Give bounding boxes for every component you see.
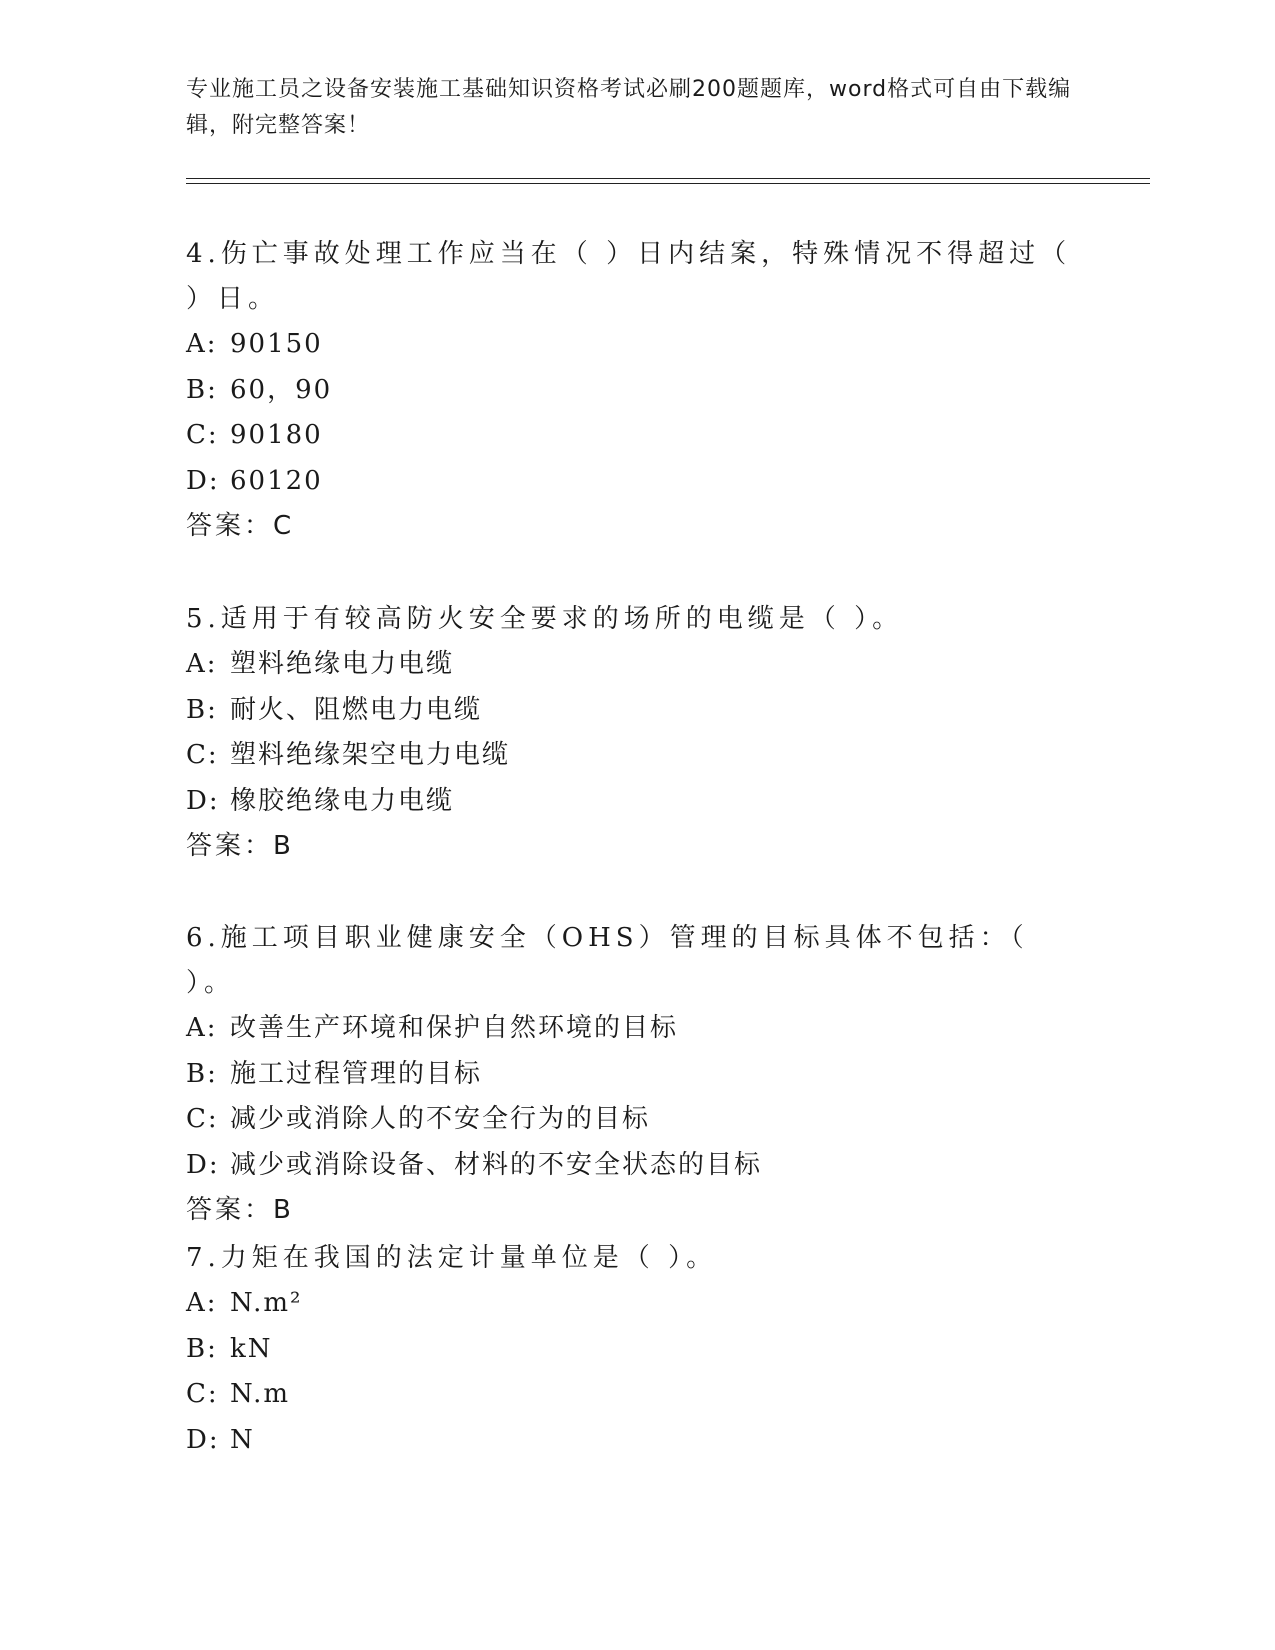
option-key: C: [186, 420, 219, 450]
option-key: D: [186, 1424, 220, 1455]
option-d [186, 1143, 1086, 1189]
option-value: 60120 [230, 465, 323, 496]
option-value: 施工过程管理的目标 [230, 1058, 483, 1089]
option-d [186, 459, 1086, 505]
option-value: kN [230, 1333, 273, 1364]
option-key: D: [186, 785, 220, 816]
option-value: 减少或消除人的不安全行为的目标 [230, 1104, 651, 1134]
option-a [186, 1281, 1086, 1327]
option-key: D: [186, 1149, 220, 1180]
option-value: N.m² [230, 1288, 303, 1318]
document-header [186, 72, 1086, 144]
option-key: A: [186, 649, 218, 679]
option-value: 90180 [230, 420, 323, 450]
option-key: A: [186, 1013, 218, 1043]
option-b [186, 1052, 1086, 1098]
option-b [186, 368, 1086, 414]
option-value: 塑料绝缘电力电缆 [230, 649, 455, 679]
question-4 [186, 232, 1086, 549]
option-value: 橡胶绝缘电力电缆 [230, 785, 455, 816]
option-value: 塑料绝缘架空电力电缆 [230, 740, 511, 770]
question-7 [186, 1236, 1086, 1463]
question-6 [186, 916, 1086, 1233]
answer-text: 答案：B [186, 1195, 294, 1225]
option-a [186, 642, 1086, 688]
option-c [186, 413, 1086, 459]
option-key: C: [186, 740, 219, 770]
header-divider-top [186, 178, 1150, 179]
option-value: 耐火、阻燃电力电缆 [230, 694, 483, 725]
document-title: 专业施工员之设备安装施工基础知识资格考试必刷200题题库，word格式可自由下载编辑，附完整答案！ [186, 77, 1072, 138]
option-key: B: [186, 1058, 218, 1089]
option-b [186, 688, 1086, 734]
option-c [186, 1372, 1086, 1418]
option-d [186, 779, 1086, 825]
answer-text: 答案：B [186, 831, 294, 861]
answer-text: 答案：C [186, 511, 295, 541]
question-text: 6.施工项目职业健康安全（OHS）管理的目标具体不包括：（ ）。 [186, 923, 1029, 998]
question-text: 4.伤亡事故处理工作应当在（ ）日内结案，特殊情况不得超过（ ）日。 [186, 239, 1072, 314]
option-value: N [230, 1424, 255, 1455]
question-text: 5.适用于有较高防火安全要求的场所的电缆是（ ）。 [186, 604, 904, 634]
option-key: B: [186, 694, 218, 725]
option-key: B: [186, 1333, 218, 1364]
header-divider-bottom [186, 183, 1150, 184]
option-value: 90150 [230, 329, 323, 359]
option-c [186, 1097, 1086, 1143]
question-text: 7.力矩在我国的法定计量单位是（ ）。 [186, 1243, 718, 1273]
option-d [186, 1418, 1086, 1464]
option-value: N.m [230, 1379, 291, 1409]
option-key: B: [186, 374, 218, 405]
option-key: A: [186, 329, 218, 359]
option-key: D: [186, 465, 220, 496]
option-value: 改善生产环境和保护自然环境的目标 [230, 1013, 679, 1043]
option-c [186, 733, 1086, 779]
option-a [186, 1006, 1086, 1052]
option-key: C: [186, 1379, 219, 1409]
option-key: C: [186, 1104, 219, 1134]
option-a [186, 322, 1086, 368]
option-b [186, 1327, 1086, 1373]
option-key: A: [186, 1288, 218, 1318]
question-5 [186, 597, 1086, 869]
option-value: 60，90 [230, 374, 333, 405]
option-value: 减少或消除设备、材料的不安全状态的目标 [230, 1149, 763, 1180]
